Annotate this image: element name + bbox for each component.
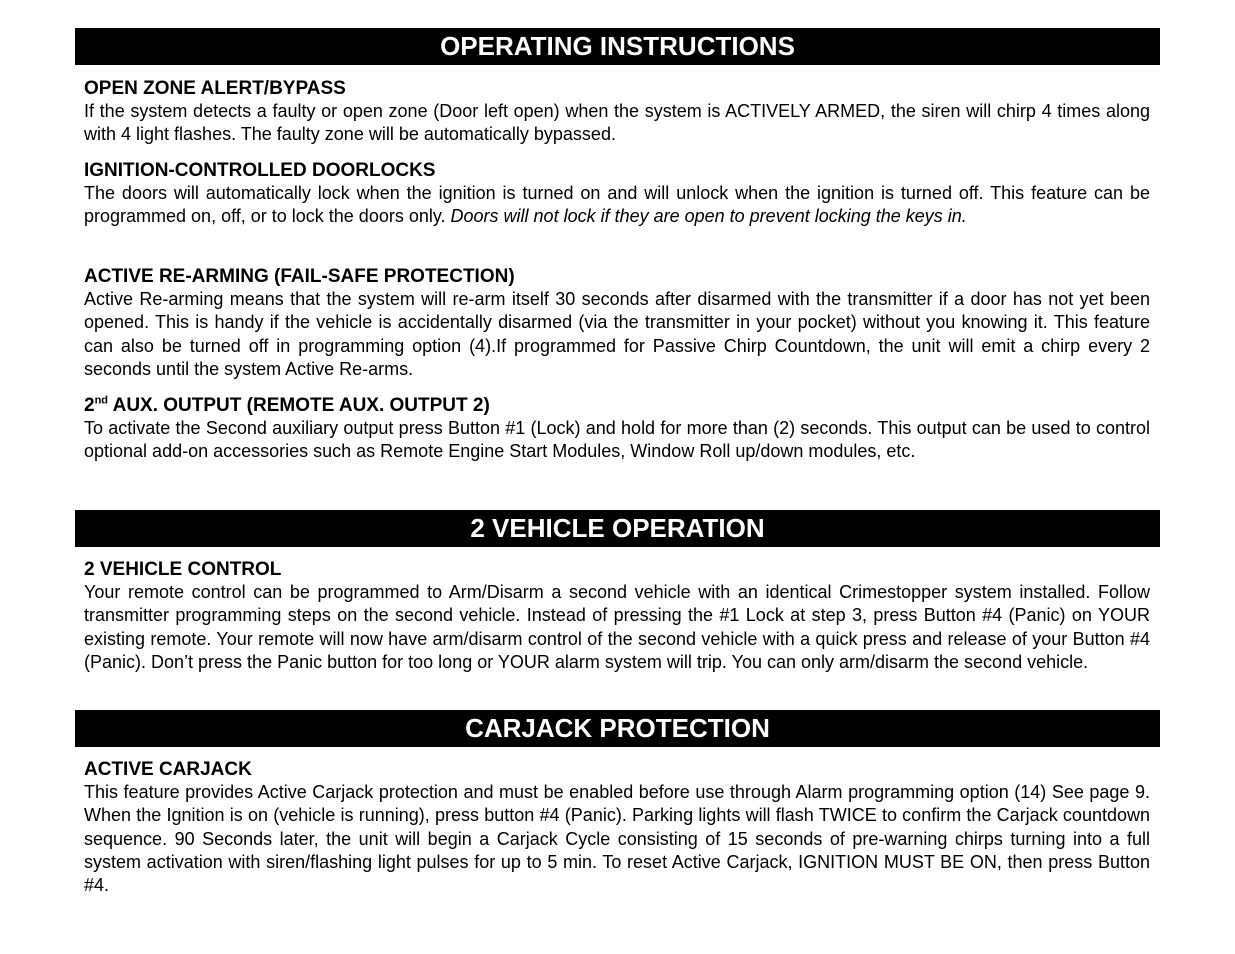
- aux-heading-superscript: nd: [94, 394, 109, 407]
- aux-heading-number: 2: [84, 395, 95, 416]
- open-zone-heading: OPEN ZONE ALERT/BYPASS: [84, 78, 346, 99]
- two-vehicle-operation-title: 2 VEHICLE OPERATION: [75, 510, 1160, 547]
- doorlocks-paragraph: [84, 182, 1150, 229]
- rearming-body: Active Re-arming means that the system will re-arm itself 30 seconds after disarmed with the transmitter if a door has not yet been opened. This is handy if the vehicle is accidentally disarmed (via the transmitter in your pocket) without you knowing it. This feature can also be turned off in programming option (4).If programmed for Passive Chirp Countdown, the unit will emit a chirp every 2 seconds until the system Active Re-arms.: [84, 289, 1150, 379]
- aux-heading-text: AUX. OUTPUT (REMOTE AUX. OUTPUT 2): [108, 395, 490, 416]
- doorlocks-heading: IGNITION-CONTROLLED DOORLOCKS: [84, 160, 436, 181]
- carjack-protection-title: CARJACK PROTECTION: [75, 710, 1160, 747]
- active-carjack-heading: ACTIVE CARJACK: [84, 759, 252, 780]
- aux-output-section: [84, 395, 1150, 464]
- doorlocks-note: Doors will not lock if they are open to prevent locking the keys in.: [450, 206, 967, 227]
- active-carjack-body: This feature provides Active Carjack protection and must be enabled before use through Alarm programming option (14) See page 9. When the Ignition is on (vehicle is running), press button #4 (Panic). Parking lights will flash TWICE to confirm the Carjack countdown sequence. 90 Seconds later, the unit will begin a Carjack Cycle consisting of 15 seconds of pre-warning chirps turning into a full system activation with siren/flashing light pulses for up to 5 min. To reset Active Carjack, IGNITION MUST BE ON, then press Button #4.: [84, 782, 1150, 896]
- two-vehicle-control-section: [84, 559, 1150, 674]
- doorlocks-body: The doors will automatically lock when the ignition is turned on and will unlock when the ignition is turned off. This feature can be programmed on, off, or to lock the doors only.: [84, 183, 1150, 227]
- doorlocks-section: [84, 160, 1150, 229]
- rearming-section: [84, 266, 1150, 381]
- two-vehicle-control-heading: 2 VEHICLE CONTROL: [84, 559, 282, 580]
- aux-output-heading: [84, 395, 1150, 417]
- rearming-heading: ACTIVE RE-ARMING (FAIL-SAFE PROTECTION): [84, 266, 515, 287]
- open-zone-body: If the system detects a faulty or open zone (Door left open) when the system is ACTIVELY ARMED, the siren will chirp 4 times along with 4 light flashes. The faulty zone will be automatically bypassed.: [84, 101, 1150, 145]
- two-vehicle-control-body: Your remote control can be programmed to Arm/Disarm a second vehicle with an identical Crimestopper system installed. Follow transmitter programming steps on the second vehicle. Instead of pressing the #1 Lock at step 3, press Button #4 (Panic) on YOUR existing remote. Your remote will now have arm/disarm control of the second vehicle with a quick press and release of your Button #4 (Panic). Don’t press the Panic button for too long or YOUR alarm system will trip. You can only arm/disarm the second vehicle.: [84, 582, 1150, 672]
- operating-instructions-title: OPERATING INSTRUCTIONS: [75, 28, 1160, 65]
- open-zone-section: [84, 78, 1150, 147]
- active-carjack-section: [84, 759, 1150, 897]
- aux-output-body: To activate the Second auxiliary output press Button #1 (Lock) and hold for more than (2) seconds. This output can be used to control optional add-on accessories such as Remote Engine Start Modules, Window Roll up/down modules, etc.: [84, 418, 1150, 462]
